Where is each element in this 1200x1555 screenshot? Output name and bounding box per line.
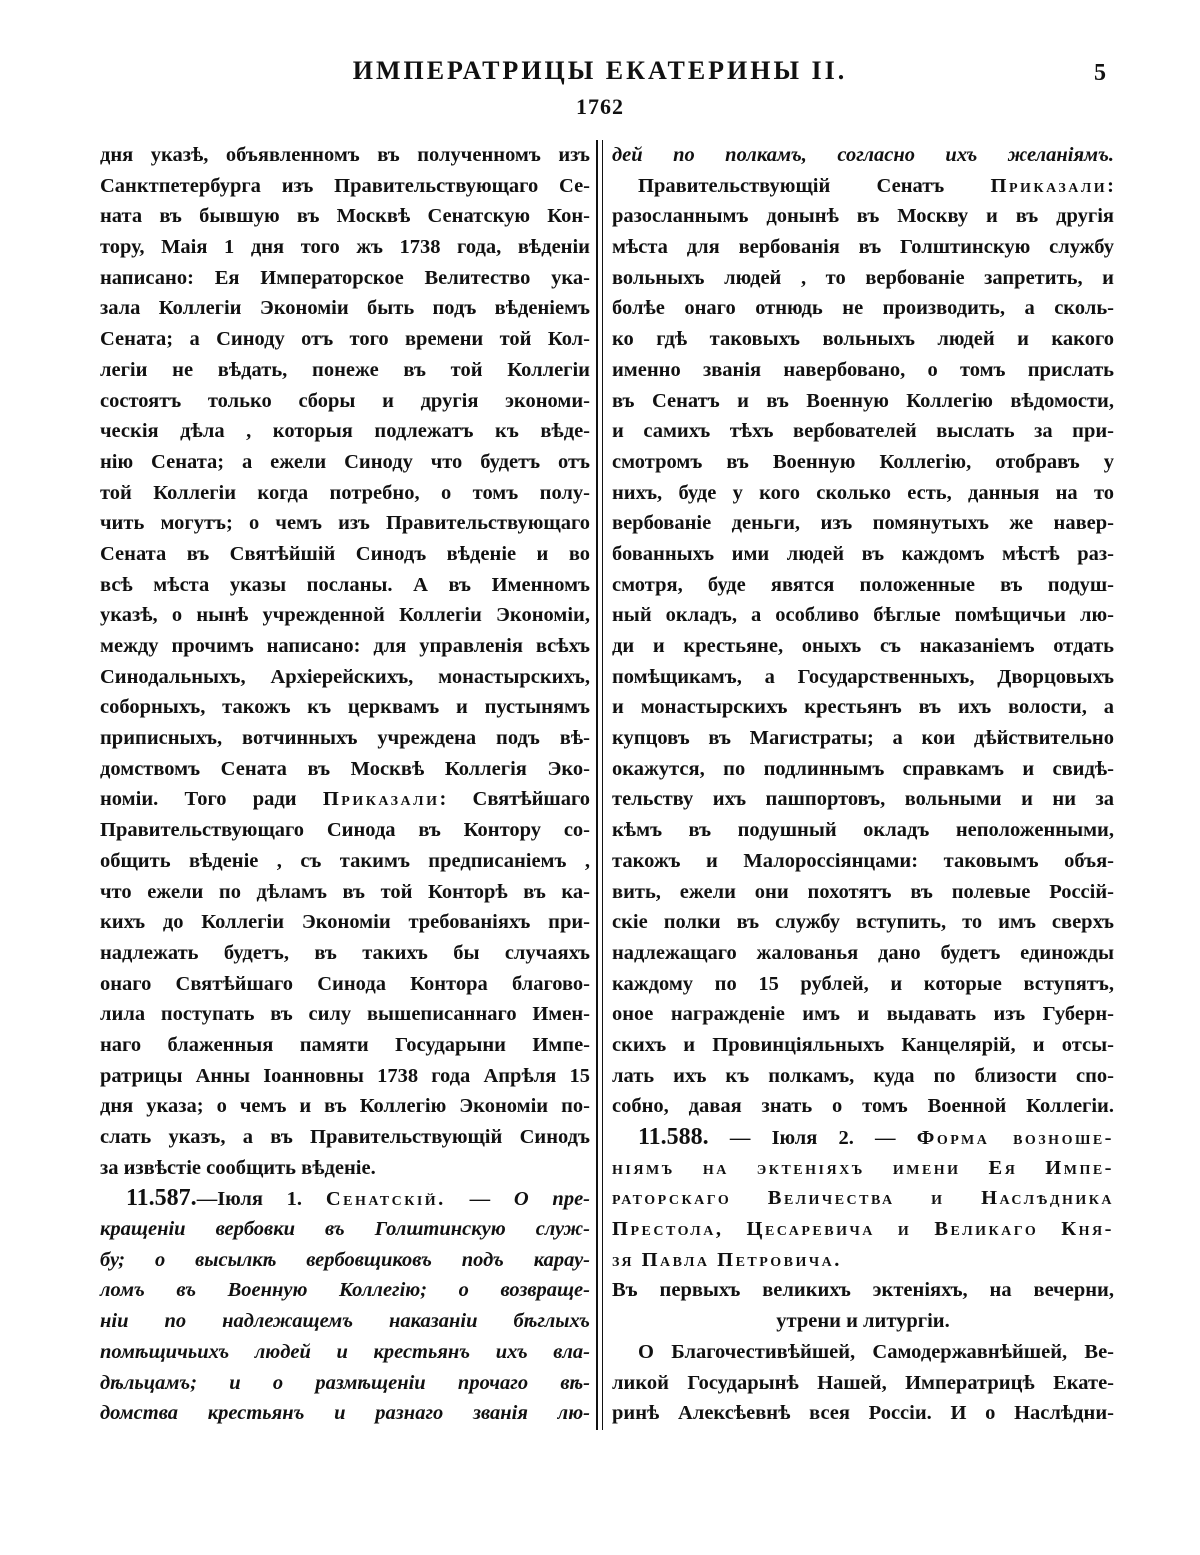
text-segment: ликой Государынѣ Нашей, Императрицѣ Екате-	[612, 1371, 1114, 1394]
entry-number: 11.588.	[638, 1124, 709, 1150]
text-segment: бованныхъ ими людей въ каждомъ мѣстѣ раз-	[612, 542, 1114, 565]
text-line	[100, 754, 590, 785]
text-line	[612, 478, 1114, 509]
text-segment: надлежать будетъ, въ такихъ бы случаяхъ	[100, 941, 590, 964]
text-segment: приписныхъ, вотчинныхъ учреждена подъ вѣ-	[100, 727, 590, 750]
text-segment: зала Коллегіи Экономіи быть подъ вѣденіемъ	[100, 297, 590, 320]
text-line	[100, 324, 590, 355]
text-line	[100, 1398, 590, 1429]
text-segment: — Іюля 2. —	[708, 1127, 917, 1149]
text-line	[612, 662, 1114, 693]
text-line	[612, 570, 1114, 601]
italic-text: О пре-	[513, 1188, 590, 1211]
text-segment: что ежели по дѣламъ въ той Конторѣ въ ка-	[100, 880, 590, 903]
text-segment: вольныхъ людей , то вербованіе запретить, и	[612, 266, 1114, 289]
text-line	[612, 1398, 1114, 1429]
text-segment: вить, ежели они похотятъ въ полевые Россій-	[612, 880, 1114, 903]
italic-text: дей по полкамъ, согласно ихъ желаніямъ.	[612, 144, 1114, 166]
text-segment: ко гдѣ таковыхъ вольныхъ людей и какого	[612, 328, 1114, 351]
text-segment: нихъ, буде у кого сколько есть, данныя на то	[612, 481, 1114, 504]
text-line	[612, 232, 1114, 263]
text-line	[100, 662, 590, 693]
text-line	[100, 1245, 590, 1276]
text-segment: мѣста для вербованія въ Голштинскую службу	[612, 236, 1114, 259]
text-segment: Правительствующій Сенатъ	[638, 174, 991, 197]
text-segment: Синодальныхъ, Архіерейскихъ, монастырскихъ,	[100, 665, 590, 688]
text-segment: каждому по 15 рублей, и которые вступятъ,	[612, 972, 1114, 995]
text-line	[612, 1368, 1114, 1399]
text-line	[100, 140, 590, 171]
text-segment: купцовъ въ Магистраты; а кои дѣйствительно	[612, 727, 1114, 750]
text-segment: : Святѣйшаго	[439, 788, 591, 811]
spaced-caps-text: зя Павла Петровича.	[612, 1248, 842, 1271]
text-line	[612, 1030, 1114, 1061]
text-line	[100, 907, 590, 938]
text-line	[612, 631, 1114, 662]
text-line	[100, 846, 590, 877]
text-line	[612, 723, 1114, 754]
spaced-caps-text: Форма возноше-	[916, 1127, 1114, 1149]
text-segment: дня указѣ, объявленномъ въ полученномъ изъ	[100, 144, 590, 166]
text-line	[100, 293, 590, 324]
text-segment: вербованіе деньги, изъ помянутыхъ же навер-	[612, 512, 1114, 535]
text-line	[100, 969, 590, 1000]
text-segment: оное награжденіе имъ и выдавать изъ Губерн-	[612, 1003, 1114, 1026]
text-line	[612, 999, 1114, 1030]
text-line	[612, 600, 1114, 631]
text-line	[612, 1183, 1114, 1214]
text-line	[612, 539, 1114, 570]
text-line	[612, 355, 1114, 386]
text-segment: Сената; а Синоду отъ того времени той Кол-	[100, 328, 590, 351]
text-segment: Сената въ Святѣйшій Синодъ вѣденіе и во	[100, 542, 590, 565]
text-segment: между прочимъ написано: для управленія всѣхъ	[100, 635, 590, 657]
text-line	[100, 1368, 590, 1399]
text-segment: ный окладъ, а особливо бѣглые помѣщичьи лю-	[612, 604, 1114, 627]
text-line	[100, 784, 590, 815]
text-line	[100, 355, 590, 386]
text-line	[612, 201, 1114, 232]
text-line	[100, 416, 590, 447]
text-segment: разосланнымъ донынѣ въ Москву и въ другія	[612, 205, 1114, 228]
text-segment: Правительствующаго Синода въ Контору со-	[100, 819, 590, 842]
text-line	[612, 692, 1114, 723]
text-segment: смотромъ въ Военную Коллегію, отобравъ у	[612, 450, 1114, 473]
text-segment: утрени и литургіи.	[776, 1310, 950, 1333]
text-line	[612, 508, 1114, 539]
text-line	[100, 1061, 590, 1092]
text-line	[100, 1275, 590, 1306]
text-line	[100, 1337, 590, 1368]
text-segment: написано: Ея Императорское Велитество ука-	[100, 266, 590, 289]
text-line	[612, 1153, 1114, 1184]
text-line	[612, 784, 1114, 815]
text-segment: и самихъ тѣхъ вербователей выслать за при-	[612, 420, 1114, 443]
text-segment: скихъ и Провинціяльныхъ Канцелярій, и отсы-	[612, 1033, 1114, 1056]
text-line	[100, 877, 590, 908]
text-line	[100, 1183, 590, 1214]
text-line	[100, 508, 590, 539]
text-segment: ната въ бывшую въ Москвѣ Сенатскую Кон-	[100, 205, 590, 228]
text-segment: общить вѣденіе , съ такимъ предписаніемъ ,	[100, 849, 590, 872]
text-line	[612, 1245, 1114, 1276]
text-segment: —	[445, 1188, 514, 1211]
text-line	[100, 386, 590, 417]
italic-text: ломъ въ Военную Коллегію; о возвраще-	[100, 1279, 590, 1302]
text-segment: номіи. Того ради	[100, 788, 323, 811]
entry-number: 11.587.	[126, 1185, 197, 1212]
text-segment: онаго Святѣйшаго Синода Контора благово-	[100, 972, 590, 995]
text-segment: кихъ до Коллегіи Экономіи требованіяхъ при-	[100, 911, 590, 934]
text-line	[100, 1214, 590, 1245]
text-segment: той Коллегіи когда потребно, о томъ полу-	[100, 481, 590, 504]
text-segment: болѣе онаго отнюдь не производить, а сколь-	[612, 297, 1114, 320]
text-line	[612, 969, 1114, 1000]
text-segment: состоятъ только сборы и другія экономи-	[100, 389, 590, 412]
text-line	[612, 171, 1114, 202]
text-line	[612, 324, 1114, 355]
text-segment: тельству ихъ пашпортовъ, вольными и ни за	[612, 788, 1114, 811]
text-segment: наго блаженныя памяти Государыни Импе-	[100, 1033, 590, 1056]
right-column	[612, 140, 1114, 1429]
text-line	[100, 1091, 590, 1122]
text-line	[100, 1030, 590, 1061]
text-segment: нію Сената; а ежели Синоду что будетъ отъ	[100, 450, 590, 473]
spaced-caps-text: Сенатскій.	[325, 1188, 446, 1211]
text-segment: въ Сенатъ и въ Военную Коллегію вѣдомости,	[612, 389, 1114, 412]
text-line	[100, 232, 590, 263]
text-line	[100, 815, 590, 846]
text-segment: за извѣстіе сообщить вѣденіе.	[100, 1156, 376, 1179]
text-segment: —Іюля 1.	[196, 1188, 326, 1211]
text-line	[612, 1337, 1114, 1368]
text-segment: Санктпетербурга изъ Правительствующаго Се-	[100, 174, 590, 197]
text-line	[612, 846, 1114, 877]
text-line	[100, 539, 590, 570]
text-line	[612, 293, 1114, 324]
text-segment: чить могутъ; о чемъ изъ Правительствующаго	[100, 512, 590, 535]
text-line	[100, 600, 590, 631]
text-line	[612, 907, 1114, 938]
text-line	[612, 416, 1114, 447]
text-segment: и монастырскихъ крестьянъ въ ихъ волости, а	[612, 696, 1114, 719]
text-segment: ратрицы Анны Іоанновны 1738 года Апрѣля 15	[100, 1064, 590, 1087]
text-segment: собно, давая знать о томъ Военной Коллегіи.	[612, 1095, 1114, 1118]
text-line	[100, 171, 590, 202]
text-line	[100, 1306, 590, 1337]
text-segment: Въ первыхъ великихъ эктеніяхъ, на вечерни,	[612, 1279, 1114, 1302]
text-line	[100, 447, 590, 478]
text-line	[100, 1122, 590, 1153]
text-line	[612, 1061, 1114, 1092]
italic-text: помѣщичьихъ людей и крестьянъ ихъ вла-	[100, 1340, 590, 1363]
text-line	[100, 201, 590, 232]
text-line	[100, 631, 590, 662]
text-line	[100, 478, 590, 509]
text-line	[100, 1153, 590, 1184]
text-segment: надлежащаго жалованья дано будетъ единожды	[612, 941, 1114, 964]
text-line	[612, 1306, 1114, 1337]
italic-text: кращеніи вербовки въ Голштинскую служ-	[100, 1218, 590, 1241]
spaced-caps-text: Приказали	[990, 174, 1108, 197]
text-line	[100, 263, 590, 294]
italic-text: дѣльцамъ; и о размѣщеніи прочаго вѣ-	[100, 1371, 590, 1394]
italic-text: бу; о высылкѣ вербовщиковъ подъ карау-	[100, 1248, 590, 1271]
text-segment: именно званія навербовано, о томъ прислать	[612, 358, 1114, 381]
text-segment: О Благочестивѣйшей, Самодержавнѣйшей, Ве-	[638, 1340, 1114, 1363]
text-segment: слать указъ, а въ Правительствующій Синодъ	[100, 1126, 590, 1148]
text-segment: :	[1107, 174, 1114, 197]
italic-text: домства крестьянъ и разнаго званія лю-	[100, 1402, 590, 1425]
text-segment: всѣ мѣста указы посланы. А въ Именномъ	[100, 573, 590, 596]
text-line	[100, 692, 590, 723]
text-line	[100, 938, 590, 969]
page-number: 5	[1094, 60, 1106, 86]
text-segment: дня указа; о чемъ и въ Коллегію Экономіи по-	[100, 1095, 590, 1118]
text-segment: ди и крестьяне, оныхъ съ наказаніемъ отдать	[612, 635, 1114, 657]
text-line	[612, 754, 1114, 785]
column-divider	[596, 140, 598, 1430]
text-line	[612, 1122, 1114, 1153]
text-line	[612, 447, 1114, 478]
text-line	[612, 1214, 1114, 1245]
left-column	[100, 140, 590, 1429]
text-line	[612, 263, 1114, 294]
text-segment: тору, Маія 1 дня того жъ 1738 года, вѣденіи	[100, 236, 590, 259]
text-line	[612, 877, 1114, 908]
text-segment: домствомъ Сената въ Москвѣ Коллегія Эко-	[100, 757, 590, 780]
text-line	[612, 1091, 1114, 1122]
text-segment: окажутся, по подлиннымъ справкамъ и свидѣ-	[612, 757, 1114, 780]
text-segment: смотря, буде явятся положенные въ подуш-	[612, 573, 1114, 596]
text-segment: кѣмъ въ подушный окладъ неположенными,	[612, 819, 1114, 842]
text-segment: легіи не вѣдать, понеже въ той Коллегіи	[100, 358, 590, 381]
text-line	[100, 723, 590, 754]
spaced-caps-text: Приказали	[322, 788, 440, 811]
text-line	[100, 999, 590, 1030]
spaced-caps-text: Престола, Цесаревича и Великаго Кня-	[612, 1218, 1114, 1241]
text-line	[612, 815, 1114, 846]
text-segment: такожъ и Малороссіянцами: таковымъ объя-	[612, 849, 1114, 872]
text-segment: лать ихъ къ полкамъ, куда по близости спо-	[612, 1064, 1114, 1087]
text-line	[612, 938, 1114, 969]
text-segment: соборныхъ, такожъ къ церквамъ и пустынямъ	[100, 696, 590, 719]
text-line	[100, 570, 590, 601]
text-segment: скіе полки въ службу вступить, то имъ сверхъ	[612, 911, 1114, 934]
text-segment: лила поступать въ силу вышеписаннаго Имен-	[100, 1003, 590, 1026]
column-divider-thin	[602, 140, 603, 1430]
italic-text: ніи по надлежащемъ наказаніи бѣглыхъ	[100, 1310, 590, 1333]
spaced-caps-text: ніямъ на эктеніяхъ имени Ея Импе-	[612, 1156, 1114, 1179]
year-heading: 1762	[576, 94, 624, 119]
text-segment: помѣщикамъ, а Государственныхъ, Дворцовыхъ	[612, 665, 1114, 688]
running-header-title: ИМПЕРАТРИЦЫ ЕКАТЕРИНЫ II.	[352, 56, 848, 85]
spaced-caps-text: раторскаго Величества и Наслѣдника	[612, 1187, 1114, 1210]
text-line	[612, 386, 1114, 417]
text-segment: указѣ, о нынѣ учрежденной Коллегіи Экономіи,	[100, 604, 590, 627]
text-line	[612, 1275, 1114, 1306]
text-segment: ринѣ Алексѣевнѣ всея Россіи. И о Наслѣдни-	[612, 1402, 1114, 1425]
text-segment: ческія дѣла , которыя подлежатъ къ вѣде-	[100, 420, 590, 443]
text-line	[612, 140, 1114, 171]
